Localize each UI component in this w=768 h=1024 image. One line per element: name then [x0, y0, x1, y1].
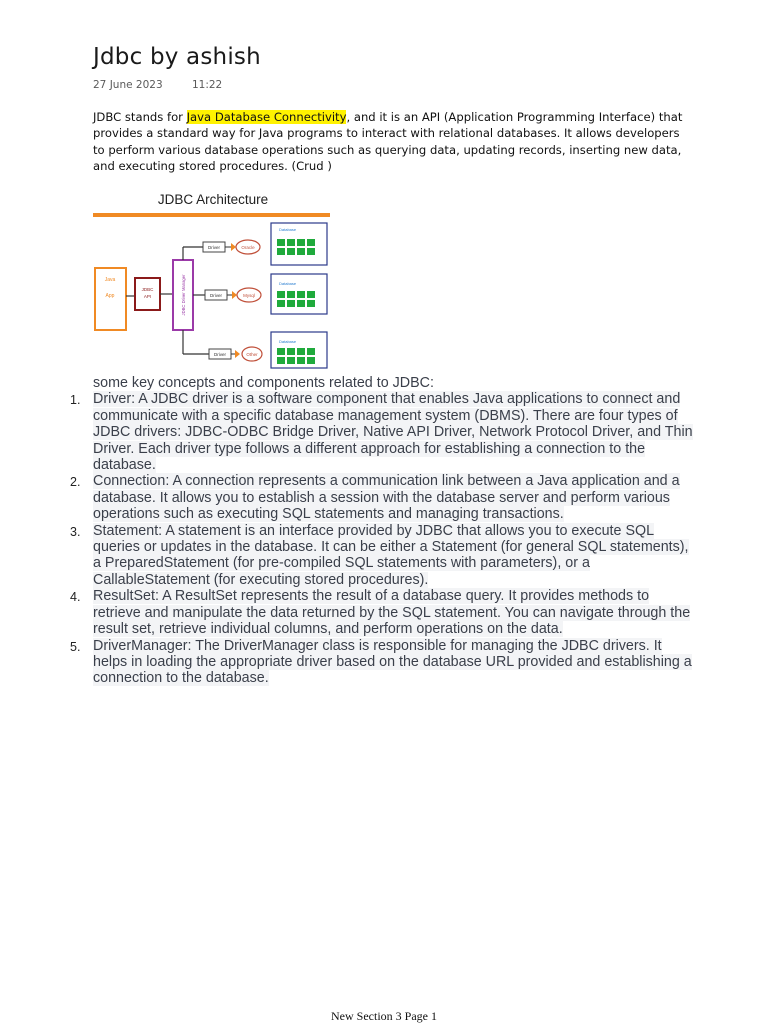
driver-label-1: Driver	[208, 245, 220, 250]
list-item-text: DriverManager: The DriverManager class is responsible for managing the JDBC drivers. It helps in loading the appropriate driver based on the database URL provided and establishing a connection to the database.	[93, 637, 692, 687]
list-item-number: 1.	[70, 393, 81, 408]
intro-text-before: JDBC stands for	[93, 110, 187, 124]
db-vendor-label-3: Other	[246, 352, 258, 357]
jdbc-architecture-diagram	[93, 188, 339, 370]
concepts-list	[70, 391, 693, 687]
driver-manager-label: JDBC Driver Manager	[181, 274, 186, 316]
diagram-title-underline	[93, 213, 330, 217]
list-item-number: 3.	[70, 524, 81, 539]
java-app-label-line2: App	[105, 293, 115, 299]
list-item-number: 5.	[70, 639, 81, 654]
list-item	[70, 473, 693, 523]
page-footer: New Section 3 Page 1	[331, 1009, 437, 1023]
list-item	[70, 637, 693, 687]
db-vendor-label-2: Mysql	[243, 293, 255, 298]
list-item-number: 2.	[70, 475, 81, 490]
list-item-text: ResultSet: A ResultSet represents the result of a database query. It provides methods to retrieve and manipulate the data returned by the SQL statement. You can navigate through the result set, retrieve individual columns, and perform operations on the data.	[93, 588, 691, 638]
page-time: 11:22	[191, 79, 223, 91]
intro-paragraph	[93, 109, 693, 175]
jdbc-api-label-line2: API	[143, 294, 152, 299]
db-vendor-label-1: Oracle	[241, 245, 255, 250]
page-title: Jdbc by ashish	[93, 44, 261, 70]
driver-label-2: Driver	[210, 293, 222, 298]
database-label-1: Database	[279, 227, 297, 232]
diagram-title: JDBC Architecture	[157, 192, 269, 207]
list-item-number: 4.	[70, 590, 81, 605]
jdbc-api-label-line1: JDBC	[141, 287, 154, 292]
intro-text-after: , and it is an API (Application Programming Interface) that provides a standard way for Java programs to interact with relational databases. It allows developers to perform various database operations such as querying data, updating records, inserting new data, and executing stored procedures. (Crud )	[93, 110, 683, 174]
page-meta	[93, 79, 222, 91]
list-item-text: Connection: A connection represents a communication link between a Java application and a database. It allows you to establish a session with the database server and perform various operations such as executing SQL statements and managing transactions.	[93, 473, 680, 523]
driver-label-3: Driver	[214, 352, 226, 357]
java-app-label-line1: Java	[104, 277, 116, 283]
database-label-2: Database	[279, 281, 297, 286]
intro-highlight: Java Database Connectivity	[186, 110, 347, 124]
database-label-3: Database	[279, 339, 297, 344]
list-item-text: Statement: A statement is an interface provided by JDBC that allows you to execute SQL queries or updates in the database. It can be either a Statement (for general SQL statements), a PreparedStatement (for pre-compiled SQL statements with parameters), or a CallableStatement (for executing stored procedures).	[93, 522, 689, 588]
concepts-lead: some key concepts and components related to JDBC:	[93, 375, 434, 391]
list-item	[70, 588, 693, 638]
list-item-text: Driver: A JDBC driver is a software component that enables Java applications to connect and communicate with a specific database management system (DBMS). There are four types of JDBC drivers: JDBC-ODBC Bridge Driver, Native API Driver, Network Protocol Driver, and Thin Driver. Each driver type follows a different approach for establishing a connection to the database.	[93, 391, 693, 474]
concepts-section	[70, 375, 693, 687]
list-item	[70, 522, 693, 589]
list-item	[70, 391, 693, 474]
page-date: 27 June 2023	[93, 79, 163, 91]
